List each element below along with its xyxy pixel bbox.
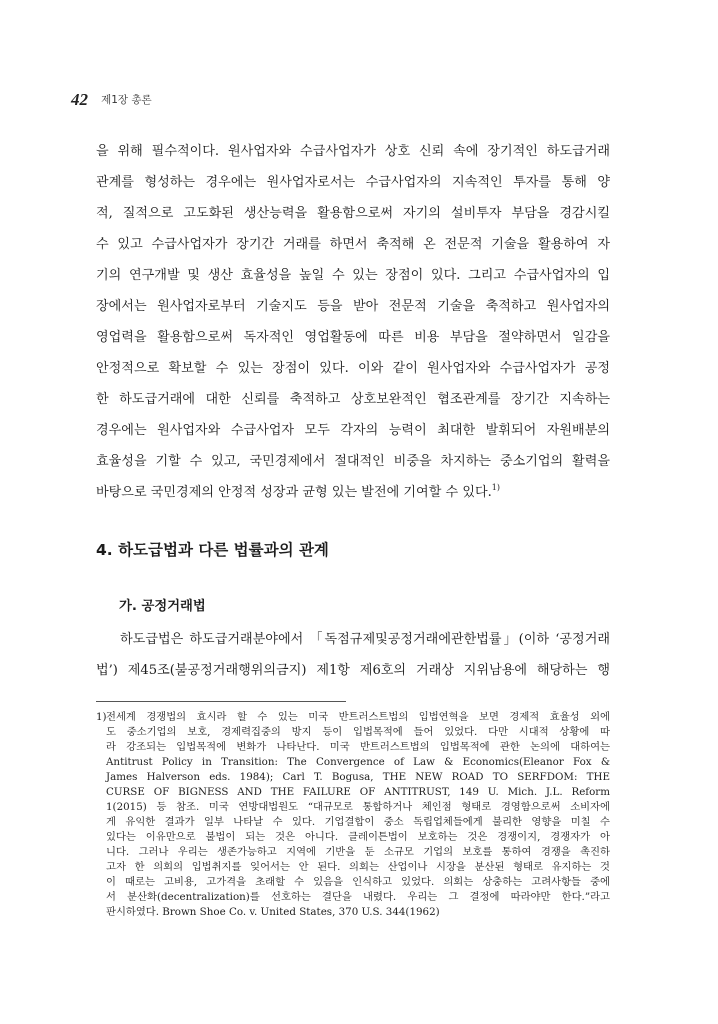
footnote-number: 1): [96, 711, 107, 723]
footnote-line: 도 중소기업의 보호, 경제력집중의 방지 등이 입법목적에 들어 있었다. 다만 시대적 상황에 따: [106, 726, 610, 738]
footnote-line: James Halverson eds. 1984); Carl T. Bogusa, THE NEW ROAD TO SERFDOM: THE: [106, 771, 610, 783]
paragraph-line: 기의 연구개발 및 생산 효율성을 높일 수 있는 장점이 있다. 그리고 수급사업자의 입: [96, 268, 610, 283]
subsection-heading: 가. 공정거래법: [119, 599, 206, 614]
footnote-line: 니다. 그러나 우리는 생존가능하고 지역에 기반을 둔 소규모 기업의 보호를 통하여 경쟁을 촉진하: [106, 846, 610, 858]
paragraph-line: 수 있고 수급사업자가 장기간 거래를 하면서 축적해 온 전문적 기술을 활용하여 자: [96, 237, 610, 252]
footnote-line: 1(2015) 등 참조. 미국 연방대법원도 “대규모로 통합하거나 체인점 형태로 경영함으로써 소비자에: [106, 801, 610, 813]
paragraph-line: 을 위해 필수적이다. 원사업자와 수급사업자가 상호 신뢰 속에 장기적인 하도급거래: [96, 144, 610, 159]
paragraph-line: 관계를 형성하는 경우에는 원사업자로서는 수급사업자의 지속적인 투자를 통해 양: [96, 175, 610, 190]
footnote-line: 서 분산화(decentralization)를 선호하는 결단을 내렸다. 우리는 그 결정에 따라야만 한다.”라고: [106, 891, 610, 903]
paragraph-line: 효율성을 기할 수 있고, 국민경제에서 절대적인 비중을 차지하는 중소기업의 활력을: [96, 454, 610, 469]
footnote-line: CURSE OF BIGNESS AND THE FAILURE OF ANTITRUST, 149 U. Mich. J.L. Reform: [106, 786, 610, 798]
paragraph-line: 장에서는 원사업자로부터 기술지도 등을 받아 전문적 기술을 축적하고 원사업자의: [96, 299, 610, 314]
footnote-line: 라 강조되는 입법목적에 변화가 나타난다. 미국 반트러스트법의 입법목적에 관한 논의에 대하여는: [106, 741, 610, 753]
footnote-line: 이 때로는 고비용, 고가격을 초래할 수 있음을 인식하고 있었다. 의회는 상충하는 고려사항들 중에: [106, 876, 610, 888]
paragraph-line: 영업력을 활용함으로써 독자적인 영업활동에 따른 비용 부담을 절약하면서 일감을: [96, 330, 610, 345]
page-number: 42: [71, 90, 88, 109]
section-heading: 4. 하도급법과 다른 법률과의 관계: [96, 541, 329, 559]
footnote-divider: [96, 701, 346, 702]
footnote-line: 있다는 이유만으로 불법이 되는 것은 아니다. 클레이튼법이 보호하는 것은 경쟁이지, 경쟁자가 아: [106, 831, 610, 843]
footnote-line: Antitrust Policy in Transition: The Convergence of Law & Economics(Eleanor Fox &: [106, 756, 610, 768]
paragraph-line: 안정적으로 확보할 수 있는 장점이 있다. 이와 같이 원사업자와 수급사업자가 공정: [96, 361, 610, 376]
paragraph-line-text: 바탕으로 국민경제의 안정적 성장과 균형 있는 발전에 기여할 수 있다.: [96, 485, 492, 500]
page-header: [71, 90, 152, 110]
paragraph-line: 적, 질적으로 고도화된 생산능력을 활용함으로써 자기의 설비투자 부담을 경감시킬: [96, 206, 610, 221]
paragraph-line: [96, 481, 610, 505]
footnote-line: 고자 한 의회의 입법취지를 잊어서는 안 된다. 의회는 산업이나 시장을 분산된 형태로 유지하는 것: [106, 861, 610, 873]
chapter-title: 제1장 총론: [101, 94, 152, 106]
footnote-line: 게 유익한 결과가 일부 나타날 수 있다. 기업결합이 중소 독립업체들에게 불리한 영향을 미칠 수: [106, 816, 610, 828]
footnote-line: 판시하였다. Brown Shoe Co. v. United States, 370 U.S. 344(1962): [106, 906, 440, 918]
paragraph-line: 법’) 제45조(불공정거래행위의금지) 제1항 제6호의 거래상 지위남용에 해당하는 행: [96, 663, 610, 678]
paragraph-line: 하도급법은 하도급거래분야에서 「독점규제및공정거래에관한법률」(이하 ‘공정거래: [120, 632, 610, 647]
footnote-line: 전세계 경쟁법의 효시라 할 수 있는 미국 반트러스트법의 입법연혁을 보면 경제적 효율성 외에: [106, 711, 610, 723]
footnote-reference[interactable]: 1): [491, 483, 500, 492]
paragraph-line: 한 하도급거래에 대한 신뢰를 축적하고 상호보완적인 협조관계를 장기간 지속하는: [96, 392, 610, 407]
paragraph-line: 경우에는 원사업자와 수급사업자 모두 각자의 능력이 최대한 발휘되어 자원배분의: [96, 423, 610, 438]
